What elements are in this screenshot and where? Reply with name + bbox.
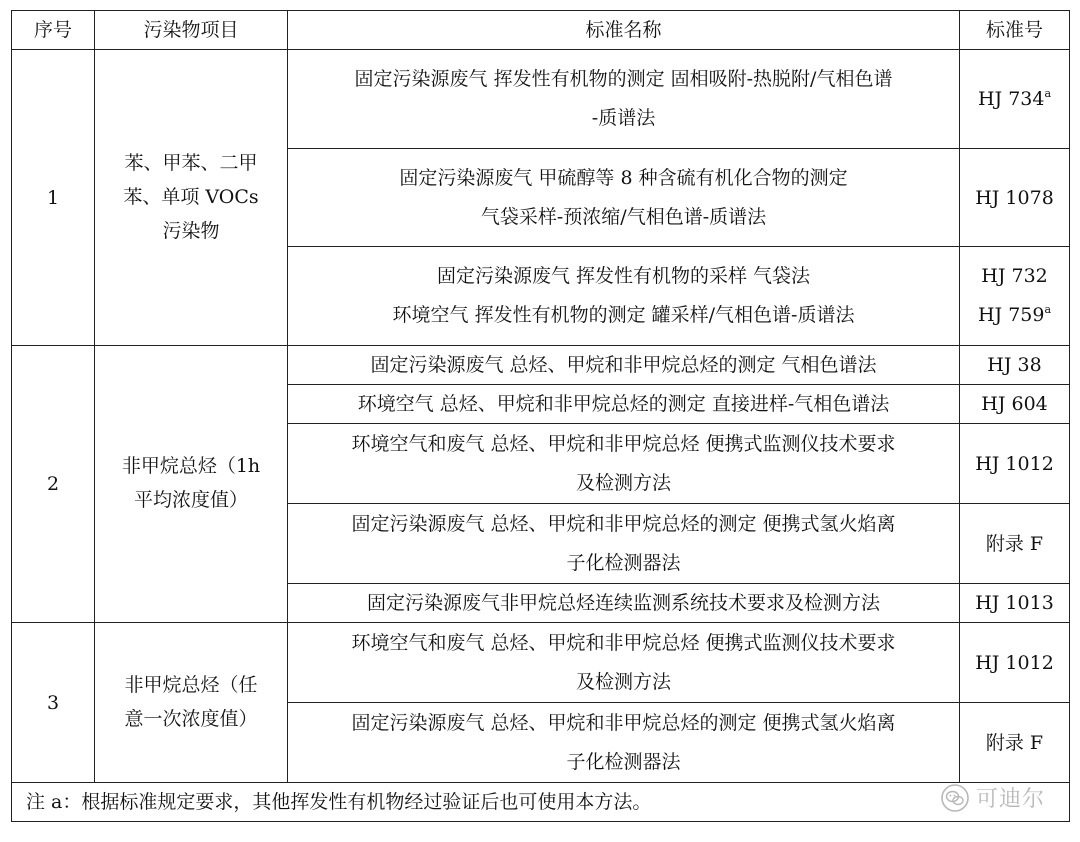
standard-name xyxy=(288,504,960,584)
pollutant-item xyxy=(95,50,288,346)
standard-name xyxy=(288,149,960,247)
group-number: 2 xyxy=(12,346,95,623)
pollutant-item xyxy=(95,346,288,623)
header-code: 标准号 xyxy=(960,11,1070,50)
name-line: 气袋采样-预浓缩/气相色谱-质谱法 xyxy=(480,205,767,228)
item-line: 意一次浓度值） xyxy=(124,707,258,730)
header-no: 序号 xyxy=(12,11,95,50)
item-line: 苯、单项 VOCs xyxy=(123,185,259,208)
standard-name xyxy=(288,247,960,346)
standard-code: HJ 1013 xyxy=(960,584,1070,623)
table-row xyxy=(12,623,1070,703)
standard-name xyxy=(288,623,960,703)
name-line: 固定污染源废气 挥发性有机物的采样 气袋法 xyxy=(436,265,811,287)
name-line: 环境空气和废气 总烃、甲烷和非甲烷总烃 便携式监测仪技术要求 xyxy=(351,432,896,455)
standard-code: 附录 F xyxy=(960,703,1070,783)
name-line: 固定污染源废气 总烃、甲烷和非甲烷总烃的测定 便携式氢火焰离 xyxy=(351,512,896,535)
standard-code: HJ 1012 xyxy=(960,623,1070,703)
standard-code: 附录 F xyxy=(960,504,1070,584)
standard-code: HJ 1078 xyxy=(960,149,1070,247)
standard-name xyxy=(288,703,960,783)
name-line: 环境空气和废气 总烃、甲烷和非甲烷总烃 便携式监测仪技术要求 xyxy=(351,631,896,654)
name-line: 子化检测器法 xyxy=(566,551,681,574)
table-row xyxy=(12,346,1070,385)
pollutant-item xyxy=(95,623,288,783)
wechat-icon xyxy=(940,783,970,813)
footnote-marker: a xyxy=(1044,303,1052,316)
watermark xyxy=(940,782,1045,813)
standard-code: HJ 604 xyxy=(960,385,1070,424)
header-item: 污染物项目 xyxy=(95,11,288,50)
name-line: 及检测方法 xyxy=(575,471,671,494)
group-number: 1 xyxy=(12,50,95,346)
name-line: -质谱法 xyxy=(591,107,656,129)
footnote-marker: a xyxy=(1044,87,1052,100)
footnote-text: 注 a：根据标准规定要求，其他挥发性有机物经过验证后也可使用本方法。 xyxy=(12,783,1070,822)
note-row xyxy=(12,783,1070,822)
item-line: 平均浓度值） xyxy=(133,489,248,511)
standard-code: HJ 734$^a$ xyxy=(960,50,1070,149)
header-name: 标准名称 xyxy=(288,11,960,50)
watermark-text: 可迪尔 xyxy=(975,787,1045,812)
standard-code: HJ 1012 xyxy=(960,424,1070,504)
item-line: 非甲烷总烃（任 xyxy=(124,673,258,696)
item-line: 苯、甲苯、二甲 xyxy=(124,151,258,174)
standard-name xyxy=(288,50,960,149)
standard-name xyxy=(288,424,960,504)
standard-code: HJ 38 xyxy=(960,346,1070,385)
group-number: 3 xyxy=(12,623,95,783)
item-line: 非甲烷总烃（1h xyxy=(121,455,261,477)
standard-name: 固定污染源废气非甲烷总烃连续监测系统技术要求及检测方法 xyxy=(288,584,960,623)
name-line: 固定污染源废气 总烃、甲烷和非甲烷总烃的测定 便携式氢火焰离 xyxy=(351,711,896,734)
name-line: 及检测方法 xyxy=(575,670,671,693)
item-line: 污染物 xyxy=(162,219,220,242)
name-line: 固定污染源废气 甲硫醇等 8 种含硫有机化合物的测定 xyxy=(399,166,848,189)
table-row xyxy=(12,50,1070,149)
standard-code: HJ 732 HJ 759$^a$ xyxy=(960,247,1070,346)
standard-name: 固定污染源废气 总烃、甲烷和非甲烷总烃的测定 气相色谱法 xyxy=(288,346,960,385)
name-line: 子化检测器法 xyxy=(566,750,681,773)
standards-table xyxy=(11,10,1070,822)
name-line: 固定污染源废气 挥发性有机物的测定 固相吸附-热脱附/气相色谱 xyxy=(354,68,893,90)
standard-name: 环境空气 总烃、甲烷和非甲烷总烃的测定 直接进样-气相色谱法 xyxy=(288,385,960,424)
table-header-row xyxy=(12,11,1070,50)
name-line: 环境空气 挥发性有机物的测定 罐采样/气相色谱-质谱法 xyxy=(392,304,855,326)
